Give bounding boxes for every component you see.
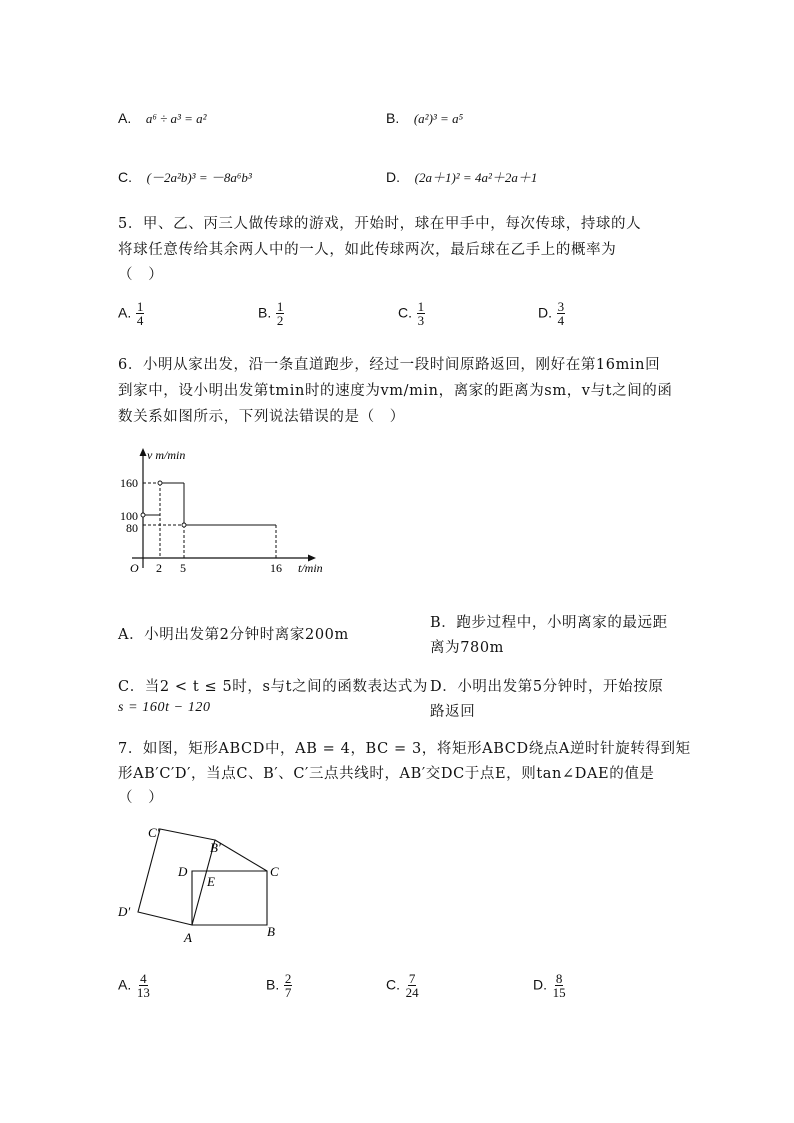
denominator: 3 (417, 313, 425, 328)
line-b-prime-c (215, 840, 267, 871)
numerator: 1 (136, 299, 144, 314)
label-d: D (178, 864, 188, 879)
y-axis-label: v m/min (147, 448, 186, 462)
q7-option-d[interactable] (533, 972, 567, 999)
q6-option-b-line-2[interactable]: 离为780m (430, 640, 505, 656)
denominator: 13 (136, 985, 150, 1000)
q4-option-b[interactable] (386, 110, 463, 127)
option-fraction (284, 972, 293, 999)
origin-label: O (130, 561, 139, 575)
open-point-0-100 (141, 513, 145, 517)
label-d-prime: D′ (118, 904, 131, 919)
q6-option-d-line-2[interactable]: 路返回 (430, 704, 476, 720)
option-label: D. (538, 304, 552, 321)
open-point-5-80 (182, 523, 186, 527)
q6-velocity-time-graph (110, 440, 340, 580)
q6-option-d-line-1[interactable]: D．小明出发第5分钟时，开始按原 (430, 679, 664, 695)
option-label: B. (266, 976, 280, 993)
option-fraction (276, 300, 285, 327)
option-expression: (－2a²b)³ = －8a⁶b³ (146, 170, 252, 185)
rectangle-abcd (192, 871, 267, 925)
q7-answer-blank: （ ） (118, 790, 164, 806)
numerator: 8 (555, 971, 563, 986)
q7-option-b[interactable] (266, 972, 292, 999)
numerator: 4 (140, 971, 147, 986)
denominator: 24 (405, 985, 419, 1000)
y-axis-arrow (140, 448, 147, 456)
option-fraction (136, 300, 145, 327)
q6-option-c-line-1[interactable]: C．当2 < t ≤ 5时，s与t之间的函数表达式为 (118, 679, 428, 695)
option-expression: (a²)³ = a⁵ (413, 111, 464, 126)
denominator: 4 (136, 313, 144, 328)
q7-stem-line-2: 形AB′C′D′，当点C、B′、C′三点共线时，AB′交DC于点E，则tan∠DAE的值是 (118, 766, 655, 782)
option-label: B. (258, 304, 272, 321)
option-label: D. (386, 169, 400, 185)
option-label: C. (398, 304, 412, 321)
denominator: 7 (284, 985, 292, 1000)
label-b: B (267, 924, 275, 939)
y-tick-100: 100 (120, 509, 138, 523)
option-fraction (417, 300, 426, 327)
q5-option-a[interactable] (118, 300, 144, 327)
denominator: 4 (557, 313, 565, 328)
option-fraction (557, 300, 566, 327)
q7-stem-line-1: 7．如图，矩形ABCD中，AB = 4，BC = 3，将矩形ABCD绕点A逆时针旋转得到矩 (118, 741, 691, 757)
q5-stem-line-1: 5．甲、乙、丙三人做传球的游戏，开始时，球在甲手中，每次传球，持球的人 (118, 216, 642, 232)
option-label: A. (118, 304, 132, 321)
q4-option-c[interactable] (118, 167, 252, 186)
x-tick-5: 5 (180, 561, 186, 575)
q6-stem-line-2: 到家中，设小明出发第tmin时的速度为vm/min，离家的距离为sm，v与t之间的函 (118, 383, 673, 399)
denominator: 15 (552, 985, 566, 1000)
q6-stem-line-1: 6．小明从家出发，沿一条直道跑步，经过一段时间原路返回，刚好在第16min回 (118, 357, 661, 373)
q6-stem-line-3: 数关系如图所示，下列说法错误的是（ ） (118, 409, 405, 425)
rectangle-ab-c-d-prime (138, 829, 215, 925)
open-point-2-160 (158, 481, 162, 485)
label-a: A (184, 930, 192, 945)
label-e: E (207, 874, 215, 889)
q6-option-a[interactable]: A．小明出发第2分钟时离家200m (118, 627, 349, 643)
numerator: 7 (408, 971, 416, 986)
q5-option-b[interactable] (258, 300, 284, 327)
denominator: 2 (276, 313, 284, 328)
option-fraction (136, 972, 151, 999)
option-label: D. (533, 976, 547, 993)
q4-option-a[interactable] (118, 110, 207, 127)
option-fraction (405, 972, 420, 999)
option-expression: (2a＋1)² = 4a²＋2a＋1 (414, 170, 538, 185)
q7-option-a[interactable] (118, 972, 151, 999)
q4-option-d[interactable] (386, 167, 537, 186)
q5-answer-blank: （ ） (118, 267, 164, 283)
label-b-prime: B′ (210, 840, 221, 855)
y-tick-160: 160 (120, 476, 138, 490)
q6-option-c-line-2[interactable]: s = 160t − 120 (118, 700, 211, 715)
x-tick-16: 16 (270, 561, 282, 575)
x-tick-2: 2 (156, 561, 162, 575)
x-axis-label: t/min (298, 561, 323, 575)
q5-option-d[interactable] (538, 300, 565, 327)
option-label: A. (118, 110, 132, 126)
numerator: 2 (284, 971, 292, 986)
label-c: C (270, 864, 279, 879)
numerator: 3 (557, 299, 565, 314)
numerator: 1 (417, 299, 425, 314)
option-fraction (552, 972, 567, 999)
q7-option-c[interactable] (386, 972, 420, 999)
option-label: C. (386, 976, 400, 993)
q5-option-c[interactable] (398, 300, 425, 327)
q7-rotation-figure (110, 815, 310, 945)
option-label: C. (118, 169, 132, 185)
q6-option-b-line-1[interactable]: B．跑步过程中，小明离家的最远距 (430, 615, 668, 631)
option-expression: a⁶ ÷ a³ = a² (145, 111, 207, 126)
q5-stem-line-2: 将球任意传给其余两人中的一人，如此传球两次，最后球在乙手上的概率为 (118, 242, 617, 258)
option-label: A. (118, 976, 132, 993)
y-tick-80: 80 (126, 521, 138, 535)
label-c-prime: C′ (148, 825, 160, 840)
numerator: 1 (276, 299, 284, 314)
option-label: B. (386, 110, 400, 126)
